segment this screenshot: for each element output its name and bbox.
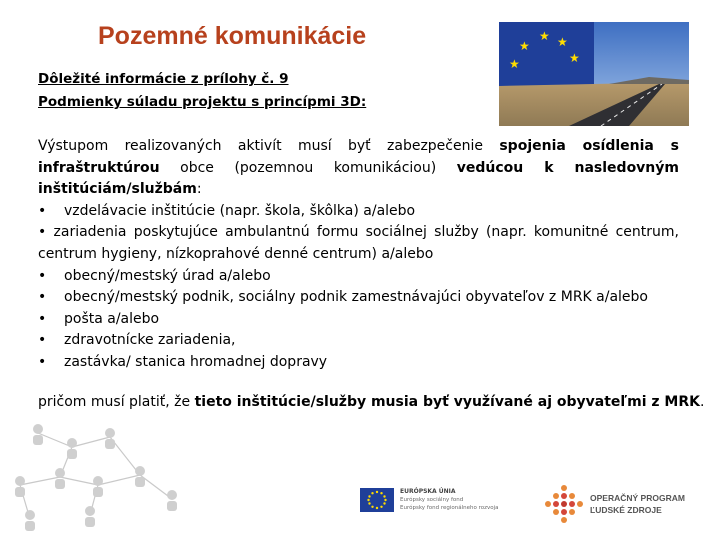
list-item	[38, 330, 679, 352]
bullet: •	[38, 202, 47, 219]
intro-colon: :	[196, 181, 202, 198]
op-human-resources-label: ĽUDSKÉ ZDROJE	[590, 505, 662, 515]
list-item	[38, 309, 679, 331]
bullet: •	[38, 224, 47, 241]
svg-text:★: ★	[557, 35, 568, 49]
bullet: •	[38, 353, 47, 370]
outro-bold: tieto inštitúcie/služby musia byť využívané aj obyvateľmi z MRK	[194, 394, 700, 410]
bullet: •	[38, 332, 47, 349]
svg-text:★: ★	[539, 29, 550, 43]
list-item-text: obecný/mestský podnik, sociálny podnik zamestnávajúci obyvateľov z MRK a/alebo	[64, 289, 649, 306]
esf-label: Európsky sociálny fond	[400, 497, 464, 503]
outro-text: pričom musí platiť, že	[38, 394, 195, 410]
svg-text:★: ★	[569, 51, 580, 65]
eu-logo-text	[400, 488, 499, 512]
bullet: •	[38, 267, 47, 284]
outro-period: .	[699, 394, 705, 410]
conditions-heading: Podmienky súladu projektu s princípmi 3D:	[38, 94, 367, 110]
list-item-text: vzdelávacie inštitúcie (napr. škola, škôlka) a/alebo	[64, 202, 416, 219]
list-item-text: obecný/mestský úrad a/alebo	[64, 267, 271, 284]
svg-text:★: ★	[519, 39, 530, 53]
eu-union-label: EURÓPSKA ÚNIA	[400, 488, 456, 495]
op-lz-text	[590, 492, 685, 516]
intro-paragraph	[38, 136, 679, 201]
content-body	[38, 136, 679, 374]
intro-text-2: obce (pozemnou komunikáciou)	[159, 159, 457, 176]
list-item	[38, 266, 679, 288]
bullet: •	[38, 310, 47, 327]
list-item-text: zastávka/ stanica hromadnej dopravy	[64, 353, 328, 370]
slide-title: Pozemné komunikácie	[98, 22, 367, 50]
list-item	[38, 352, 679, 374]
bullet: •	[38, 289, 47, 306]
list-item	[38, 222, 679, 265]
road-eu-flag-image	[499, 22, 689, 126]
outro-paragraph	[38, 394, 704, 410]
svg-text:★: ★	[509, 57, 520, 71]
eu-flag-icon	[360, 488, 394, 512]
list-item-text: zdravotnícke zariadenia,	[64, 332, 236, 349]
eu-logo	[360, 488, 499, 512]
list-item-text: pošta a/alebo	[64, 310, 160, 327]
intro-text: Výstupom realizovaných aktivít musí byť zabezpečenie	[38, 138, 500, 154]
people-network-decoration	[0, 415, 220, 540]
list-item	[38, 201, 679, 223]
list-item-text: zariadenia poskytujúce ambulantnú formu sociálnej služby (napr. komunitné centrum, centrum hygieny, nízkoprahové denné centrum) a/alebo	[38, 224, 679, 262]
op-lz-dots-icon	[544, 484, 584, 524]
op-lz-logo	[544, 484, 685, 524]
intro-bold-connection: spojenia osídlenia s infraštruktúrou	[38, 138, 679, 176]
erdf-label: Európsky fond regionálneho rozvoja	[400, 505, 499, 511]
op-program-label: OPERAČNÝ PROGRAM	[590, 493, 685, 503]
list-item	[38, 287, 679, 309]
intro-bold-institutions: vedúcou k nasledovným inštitúciám/službám	[38, 159, 679, 198]
appendix-heading: Dôležité informácie z prílohy č. 9	[38, 71, 289, 87]
